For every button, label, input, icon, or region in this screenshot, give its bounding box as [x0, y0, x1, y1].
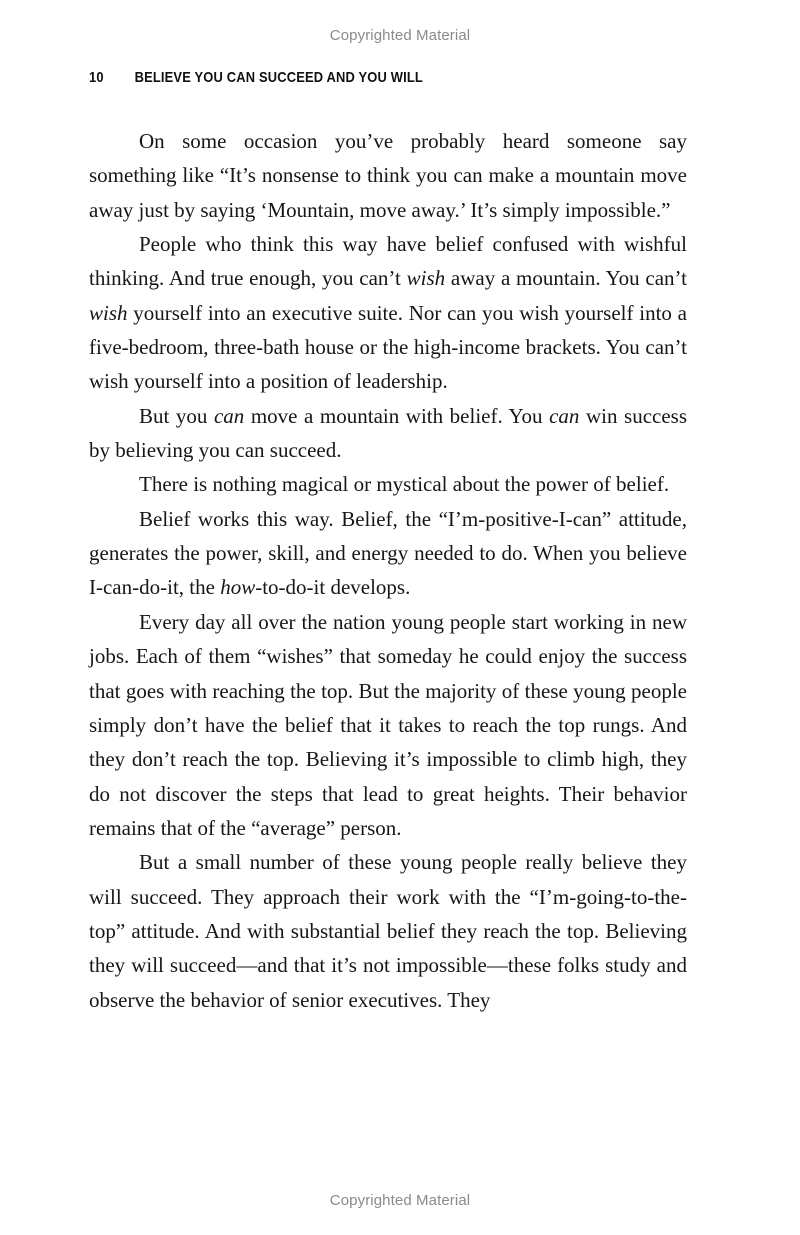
italic-text: can — [213, 403, 245, 428]
text-run: move a mountain with belief. You — [244, 403, 550, 428]
copyright-watermark-bottom: Copyrighted Material — [329, 1192, 471, 1209]
body-text — [89, 124, 687, 1017]
italic-text: wish — [89, 300, 128, 325]
text-run: But you — [139, 403, 214, 428]
paragraph — [89, 502, 687, 605]
text-run: yourself into an executive suite. Nor can you wish yourself into a five-bedroom, three-bath house or the high-income brackets. You can’t wish yourself into a position of leadership. — [89, 300, 687, 394]
text-run: away a mountain. You can’t — [445, 266, 688, 291]
italic-text: wish — [406, 266, 446, 291]
running-head — [89, 69, 423, 86]
paragraph — [89, 399, 687, 468]
text-run: There is nothing magical or mystical about the power of belief. — [139, 472, 670, 497]
text-run: win success by believing you can succeed. — [89, 403, 687, 463]
paragraph — [89, 124, 687, 227]
paragraph — [89, 227, 687, 399]
page-number: 10 — [89, 69, 104, 86]
text-run: -to-do-it develops. — [255, 575, 411, 600]
italic-text: can — [549, 403, 580, 428]
text-run: Every day all over the nation young people start working in new jobs. Each of them “wishes” that someday he could enjoy the success that goes with reaching the top. But the majority of these young people simply don’t have the belief that it takes to reach the top rungs. And they don’t reach the top. Believing it’s impossible to climb high, they do not discover the steps that lead to great heights. Their behavior remains that of the “average” person. — [89, 609, 687, 840]
chapter-title: BELIEVE YOU CAN SUCCEED AND YOU WILL — [134, 69, 423, 86]
paragraph — [89, 845, 687, 1017]
text-run: But a small number of these young people really believe they will succeed. They approach their work with the “I’m-going-to-the-top” attitude. And with substantial belief they reach the top. Believing they will succeed—and that it’s not impossible—these folks study and observe the behavior of senior executives. They — [89, 850, 687, 1012]
text-run: On some occasion you’ve probably heard someone say something like “It’s nonsense to think you can make a mountain move away just by saying ‘Mountain, move away.’ It’s simply impossible.” — [89, 129, 687, 222]
italic-text: how — [220, 575, 256, 600]
text-run: Belief works this way. Belief, the “I’m-positive-I-can” attitude, generates the power, skill, and energy needed to do. When you believe I-can-do-it, the — [89, 506, 687, 600]
paragraph — [89, 467, 687, 501]
copyright-watermark-top: Copyrighted Material — [329, 27, 471, 44]
text-run: People who think this way have belief confused with wishful thinking. And true enough, you can’t — [89, 232, 687, 291]
paragraph — [89, 605, 687, 845]
